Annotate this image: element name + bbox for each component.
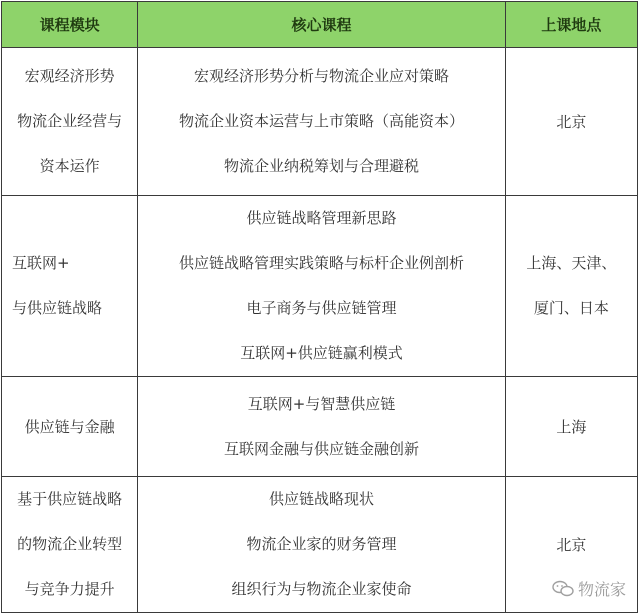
module-cell xyxy=(2,377,138,477)
wechat-icon xyxy=(552,580,574,598)
table-row xyxy=(2,377,638,477)
location-line: 上海 xyxy=(556,417,587,436)
module-cell xyxy=(2,477,138,613)
course-item: 组织行为与物流企业家使命 xyxy=(231,580,412,598)
location-cell xyxy=(505,377,637,477)
module-line: 与供应链战略 xyxy=(12,299,103,317)
header-core-courses: 核心课程 xyxy=(138,2,506,48)
course-item: 物流企业资本运营与上市策略（高能资本） xyxy=(178,112,464,130)
header-location: 上课地点 xyxy=(505,2,637,48)
course-item: 互联网金融与供应链金融创新 xyxy=(223,439,419,458)
courses-cell xyxy=(138,477,506,613)
module-line: 物流企业经营与 xyxy=(17,112,123,130)
module-line: 基于供应链战略 xyxy=(17,490,123,508)
table-row xyxy=(2,196,638,377)
course-item: 物流企业家的财务管理 xyxy=(246,535,397,553)
location-line: 上海、天津、 xyxy=(526,254,617,272)
course-item: 供应链战略现状 xyxy=(268,490,374,508)
location-line: 北京 xyxy=(556,112,587,131)
course-item: 物流企业纳税筹划与合理避税 xyxy=(223,157,419,175)
module-cell xyxy=(2,48,138,196)
location-cell xyxy=(505,196,637,377)
module-line: 宏观经济形势 xyxy=(24,67,115,85)
course-item: 互联网+与智慧供应链 xyxy=(247,394,396,413)
location-cell xyxy=(505,48,637,196)
courses-cell xyxy=(138,196,506,377)
watermark xyxy=(552,577,626,600)
module-line: 资本运作 xyxy=(39,157,100,175)
courses-cell xyxy=(138,48,506,196)
course-item: 宏观经济形势分析与物流企业应对策略 xyxy=(193,67,449,85)
module-cell xyxy=(2,196,138,377)
table-row xyxy=(2,48,638,196)
course-item: 供应链战略管理新思路 xyxy=(246,209,397,227)
table-row xyxy=(2,477,638,613)
course-item: 互联网+供应链赢利模式 xyxy=(240,344,403,362)
location-line: 厦门、日本 xyxy=(533,299,609,317)
course-table xyxy=(1,1,638,613)
course-item: 电子商务与供应链管理 xyxy=(246,299,397,317)
watermark-text: 物流家 xyxy=(577,580,626,599)
location-line: 北京 xyxy=(556,535,587,554)
header-row xyxy=(2,2,638,48)
module-line: 互联网+ xyxy=(12,254,70,272)
module-line: 与竞争力提升 xyxy=(24,580,115,598)
module-line: 供应链与金融 xyxy=(24,417,115,436)
module-line: 的物流企业转型 xyxy=(17,535,123,553)
course-item: 供应链战略管理实践策略与标杆企业例剖析 xyxy=(178,254,464,272)
courses-cell xyxy=(138,377,506,477)
header-module: 课程模块 xyxy=(2,2,138,48)
